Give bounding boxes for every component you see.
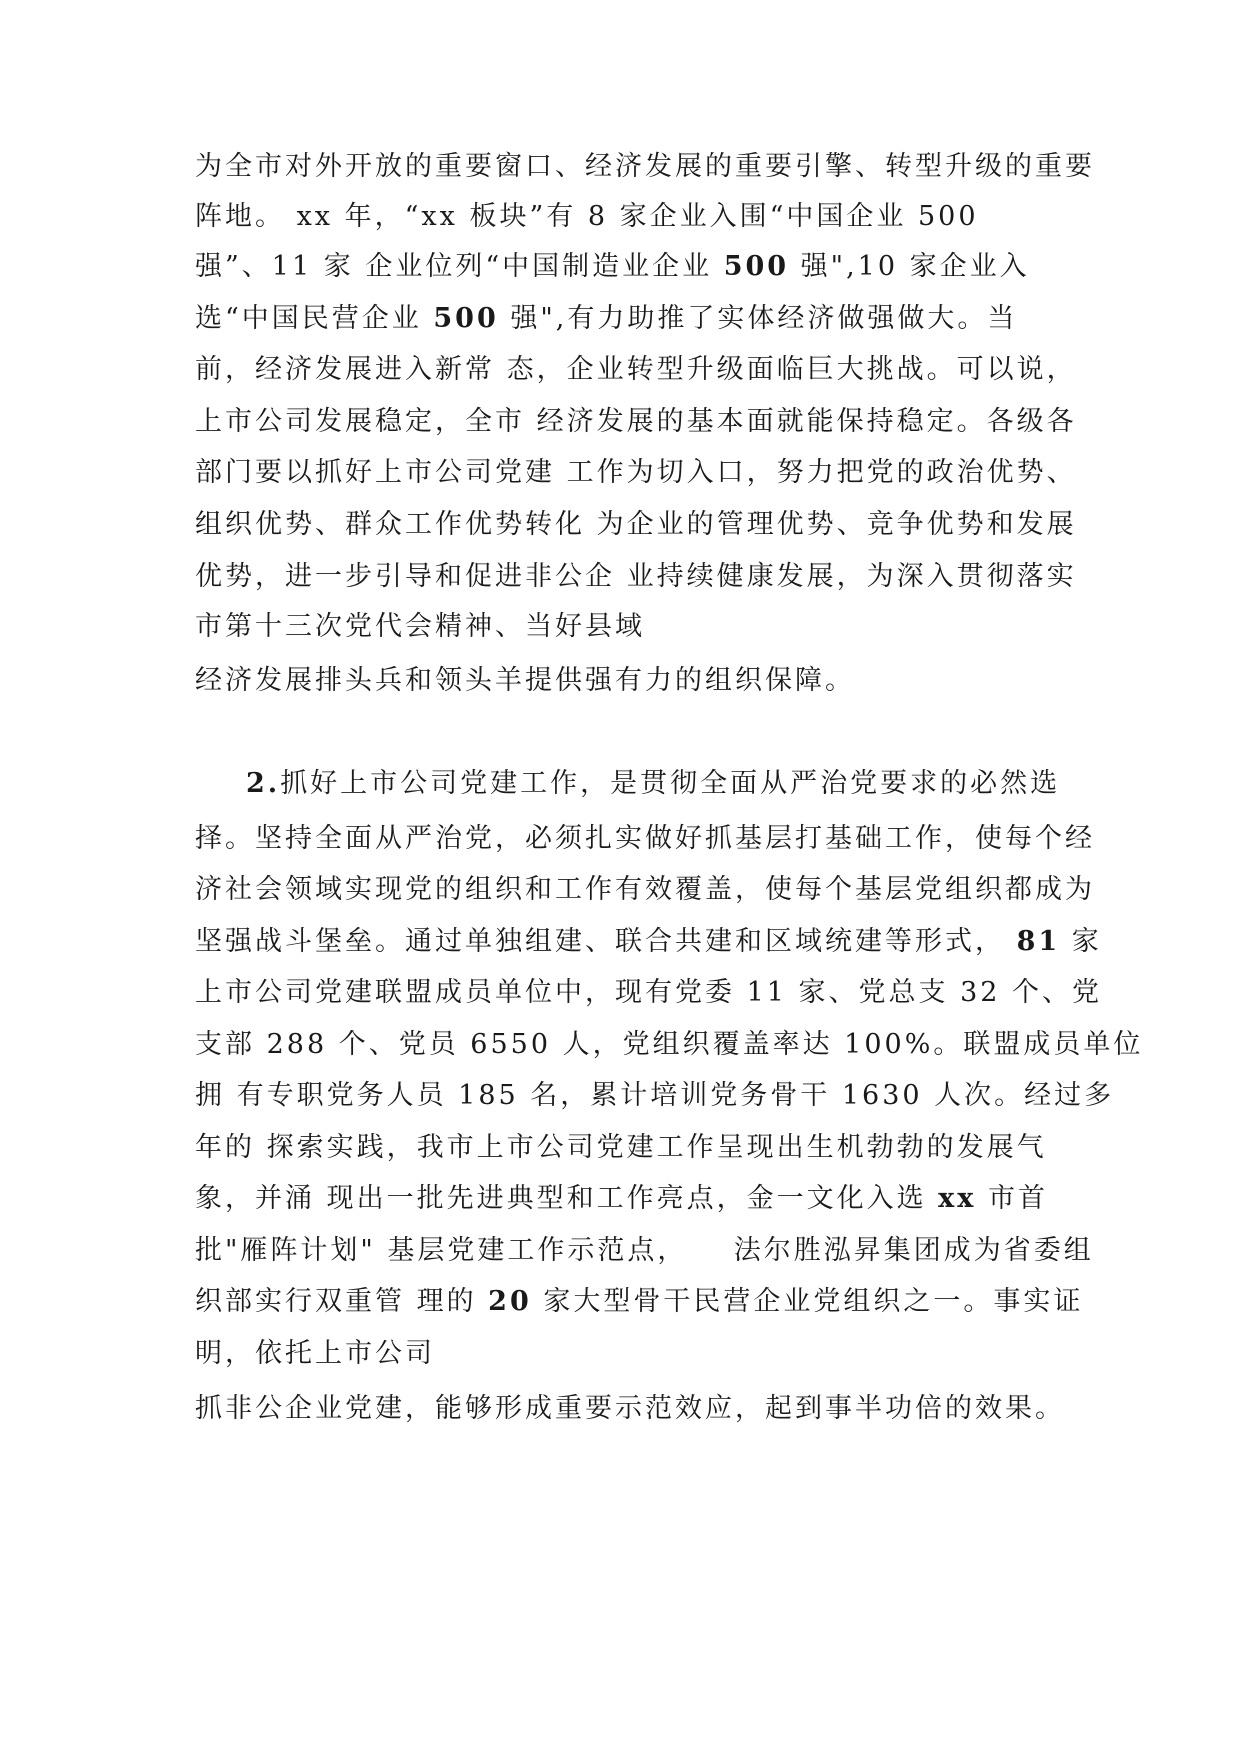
text-line: 为全市对外开放的重要窗口、经济发展的重要引擎、转型升级的重要 bbox=[195, 151, 1095, 182]
text-line: 抓非公企业党建，能够形成重要示范效应，起到事半功倍的效果。 bbox=[195, 1393, 1065, 1424]
text-line: 组织优势、群众工作优势转化 为企业的管理优势、竞争优势和发展 bbox=[195, 509, 1077, 540]
text-line: 坚强战斗堡垒。通过单独组建、联合共建和区域统建等形式， 81 家 bbox=[195, 926, 1102, 957]
section-number: 2. bbox=[246, 768, 281, 799]
text-line: 年的 探索实践，我市上市公司党建工作呈现出生机勃勃的发展气 bbox=[195, 1132, 1047, 1163]
text-line: 择。坚持全面从严治党，必须扎实做好抓基层打基础工作，使每个经 bbox=[195, 823, 1095, 854]
text-line: 上市公司党建联盟成员单位中，现有党委 11 家、党总支 32 个、党 bbox=[195, 977, 1103, 1008]
text-line: 上市公司发展稳定，全市 经济发展的基本面就能保持稳定。各级各 bbox=[195, 406, 1077, 437]
text-line: 强”、11 家 企业位列“中国制造业企业 500 强",10 家企业入 bbox=[195, 251, 1030, 282]
text-line: 优势，进一步引导和促进非公企 业持续健康发展，为深入贯彻落实 bbox=[195, 561, 1077, 592]
text-line: 2.抓好上市公司党建工作，是贯彻全面从严治党要求的必然选 bbox=[246, 768, 1061, 799]
text-line: 选“中国民营企业 500 强",有力助推了实体经济做强做大。当 bbox=[195, 303, 1018, 334]
text-line: 织部实行双重管 理的 20 家大型骨干民营企业党组织之一。事实证 bbox=[195, 1286, 1084, 1317]
text-line: 象，并涌 现出一批先进典型和工作亮点，金一文化入选 xx 市首 bbox=[195, 1183, 1048, 1214]
text-line: 市第十三次党代会精神、当好县域 bbox=[195, 611, 645, 642]
text-line: 阵地。 xx 年，“xx 板块”有 8 家企业入围“中国企业 500 bbox=[195, 201, 979, 232]
text-line: 经济发展排头兵和领头羊提供强有力的组织保障。 bbox=[195, 665, 855, 696]
text-line: 支部 288 个、党员 6550 人，党组织覆盖率达 100%。联盟成员单位 bbox=[195, 1029, 1144, 1060]
text-line: 拥 有专职党务人员 185 名，累计培训党务骨干 1630 人次。经过多 bbox=[195, 1080, 1115, 1111]
text-line: 济社会领域实现党的组织和工作有效覆盖，使每个基层党组织都成为 bbox=[195, 874, 1095, 905]
text-line: 批"雁阵计划" 基层党建工作示范点， 法尔胜泓昇集团成为省委组 bbox=[195, 1235, 1094, 1266]
text-line: 前，经济发展进入新常 态，企业转型升级面临巨大挑战。可以说， bbox=[195, 354, 1077, 385]
text-line: 部门要以抓好上市公司党建 工作为切入口，努力把党的政治优势、 bbox=[195, 457, 1077, 488]
text-line: 明，依托上市公司 bbox=[195, 1338, 435, 1369]
